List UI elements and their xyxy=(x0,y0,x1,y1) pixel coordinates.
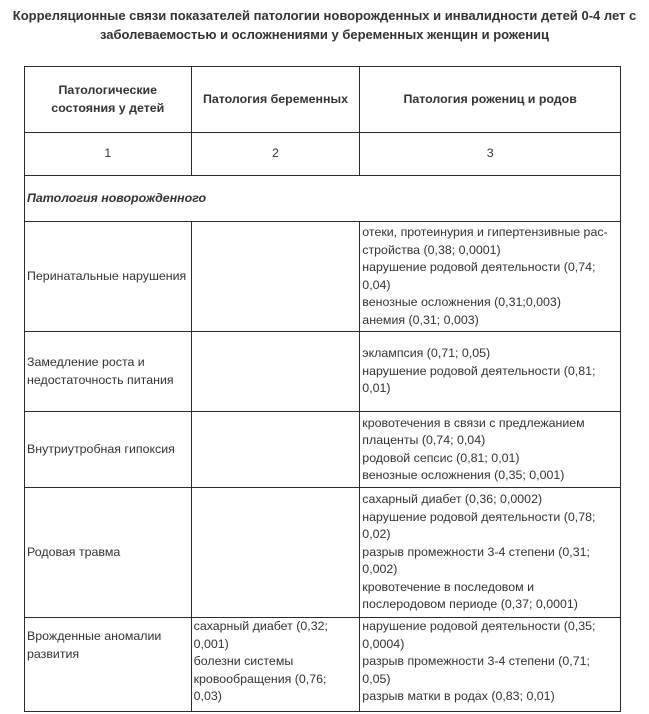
column-number-2: 2 xyxy=(191,133,360,176)
pregnancy-cell xyxy=(191,332,360,412)
header-row xyxy=(25,67,621,133)
labor-cell xyxy=(360,618,621,712)
column-number-1: 1 xyxy=(25,133,192,176)
labor-item: родовой сепсис (0,81; 0,01) xyxy=(362,450,520,465)
table-row xyxy=(25,332,621,412)
column-number-row xyxy=(25,133,621,176)
labor-cell xyxy=(360,332,621,412)
labor-item: нарушение родовой деятельности (0,78; 0,02) xyxy=(362,509,596,542)
header-cell-labor: Патология рожениц и родов xyxy=(360,67,621,133)
pregnancy-cell xyxy=(191,222,360,332)
pregnancy-cell xyxy=(191,412,360,488)
labor-item: анемия (0,31; 0,003) xyxy=(362,312,479,327)
condition-cell: Перинатальные нарушения xyxy=(25,222,192,332)
labor-item: нарушение родовой деятельности (0,81; 0,01) xyxy=(362,363,596,396)
pregnancy-item: сахарный диабет (0,32; 0,001) xyxy=(193,619,328,651)
section-title: Патология новорожденного xyxy=(25,176,621,222)
document-title: Корреляционные связи показателей патологии новорожденных и инвалидности детей 0-4 лет с заболеваемостью и осложнениями у беременных женщин и рожениц xyxy=(12,8,637,42)
condition-cell: Врожденные аномалии развития xyxy=(25,618,192,712)
table-row xyxy=(25,412,621,488)
labor-item: нарушение родовой деятельности (0,35; 0,0004) xyxy=(362,619,596,651)
labor-item: кровотечения в связи с предлежанием плаценты (0,74; 0,04) xyxy=(362,415,585,447)
labor-item: эклампсия (0,71; 0,05) xyxy=(362,346,491,361)
table-row xyxy=(25,618,621,712)
labor-item: разрыв матки в родах (0,83; 0,01) xyxy=(362,689,555,703)
labor-cell xyxy=(360,222,621,332)
labor-item: отеки, протеинурия и гипертензивные рас-стройства (0,38; 0,0001) xyxy=(362,225,608,257)
correlation-table xyxy=(24,66,621,712)
labor-cell xyxy=(360,412,621,488)
labor-item: кровотечение в последовом и послеродовом периоде (0,37; 0,0001) xyxy=(362,579,578,612)
pregnancy-item: болезни системы кровообращения (0,76; 0,03) xyxy=(193,654,327,703)
labor-cell xyxy=(360,488,621,618)
section-row xyxy=(25,176,621,222)
table-row xyxy=(25,222,621,332)
header-cell-conditions: Патологические состояния у детей xyxy=(25,67,192,133)
condition-cell: Замедление роста и недостаточность питания xyxy=(25,332,192,412)
labor-item: сахарный диабет (0,36; 0,0002) xyxy=(362,492,543,507)
labor-item: разрыв промежности 3-4 степени (0,71; 0,05) xyxy=(362,654,590,686)
labor-item: нарушение родовой деятельности (0,74; 0,04) xyxy=(362,260,596,292)
column-number-3: 3 xyxy=(360,133,621,176)
pregnancy-cell xyxy=(191,488,360,618)
labor-item: венозные осложнения (0,31;0,003) xyxy=(362,295,561,309)
condition-cell: Родовая травма xyxy=(25,488,192,618)
table-row xyxy=(25,488,621,618)
labor-item: разрыв промежности 3-4 степени (0,31; 0,002) xyxy=(362,544,590,577)
labor-item: венозные осложнения (0,35; 0,001) xyxy=(362,468,565,482)
condition-cell: Внутриутробная гипоксия xyxy=(25,412,192,488)
header-cell-pregnancy: Патология беременных xyxy=(191,67,360,133)
pregnancy-cell xyxy=(191,618,360,712)
